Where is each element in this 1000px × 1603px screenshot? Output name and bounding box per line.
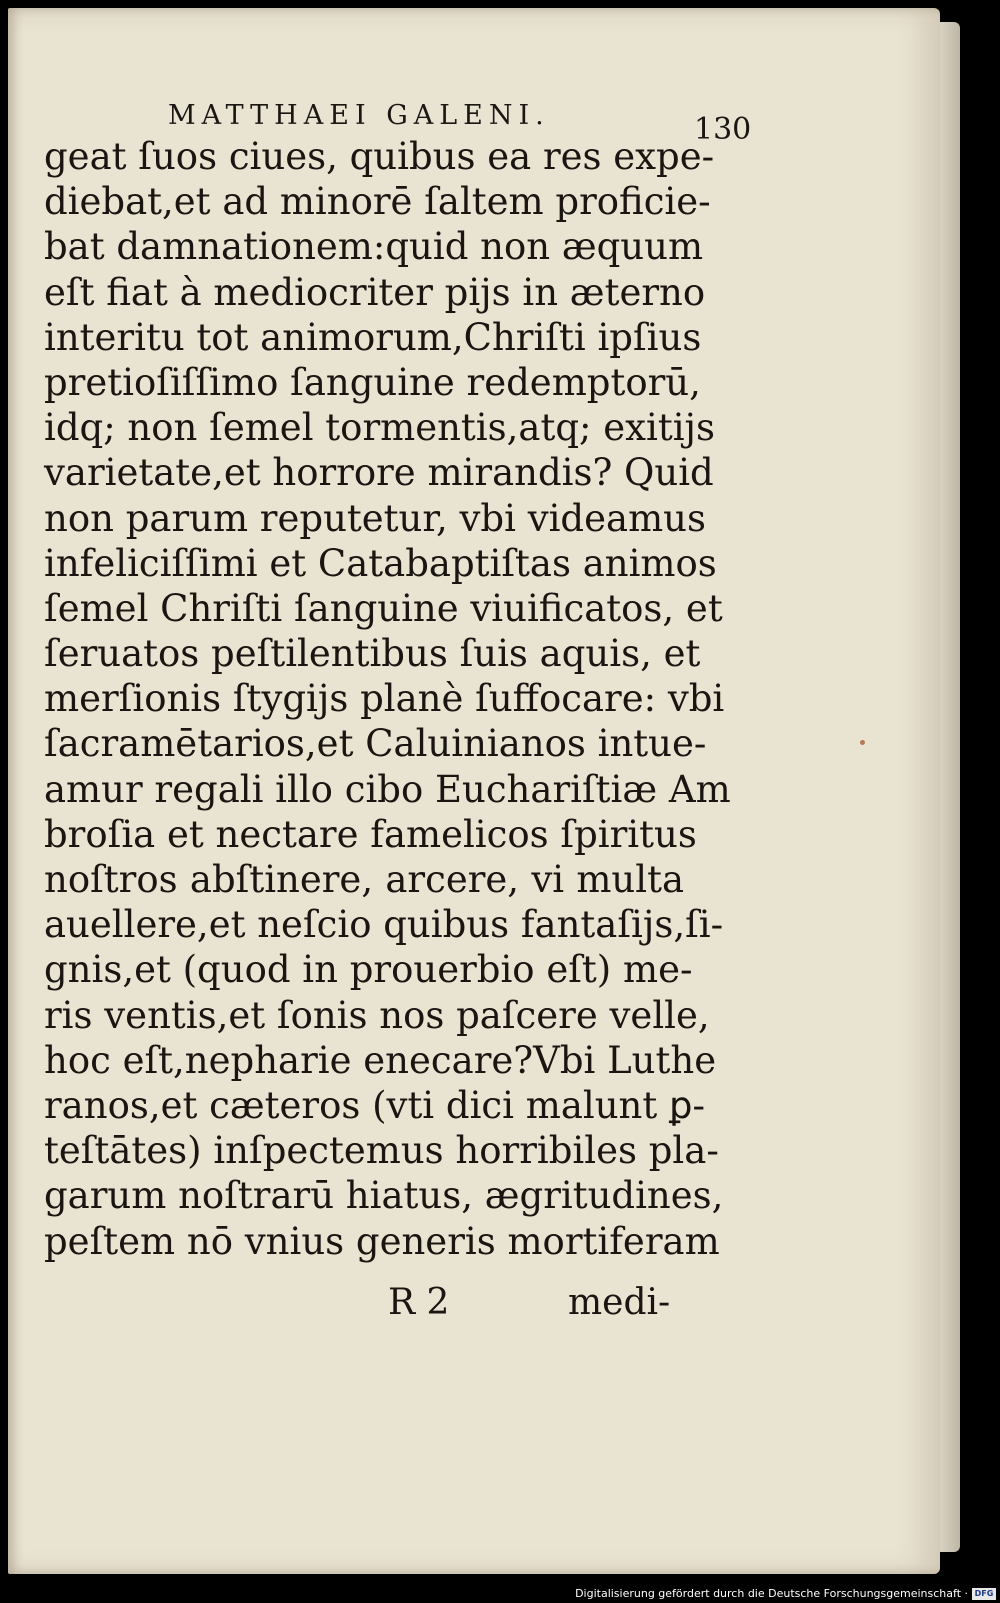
text-line: ſemel Chriſti ſanguine viuificatos, et (44, 586, 723, 630)
text-line: noſtros abſtinere, arcere, vi multa (44, 858, 684, 901)
dfg-logo-icon: DFG (972, 1588, 996, 1600)
text-line: ſacramētarios,et Caluinianos intue- (44, 722, 707, 766)
text-line: broſia et nectare famelicos ſpiritus (44, 812, 697, 856)
signature-mark: R 2 (388, 1282, 450, 1323)
text-line: amur regali illo cibo Euchariſtiæ Am (44, 767, 731, 811)
text-line: hoc eſt,nepharie enecare?Vbi Luthe (44, 1038, 717, 1082)
text-line: ſeruatos peſtilentibus ſuis aquis, et (44, 632, 701, 676)
text-line: varietate,et horrore mirandis? Quid (44, 451, 714, 495)
running-head: MATTHAEI GALENI. (168, 100, 550, 131)
text-line: ranos,et cæteros (vti dici malunt ꝑ- (44, 1083, 705, 1127)
paper-speck (860, 740, 865, 745)
text-line: idq; non ſemel tormentis,atq; exitijs (44, 406, 715, 450)
page-number: 130 (694, 112, 752, 147)
text-line: ris ventis,et ſonis nos paſcere velle, (44, 993, 710, 1037)
text-line: geat ſuos ciues, quibus ea res expe- (44, 135, 715, 178)
body-text (44, 134, 731, 1264)
text-line: bat damnationem:quid non æquum (44, 225, 704, 269)
text-line: pretioſiſſimo ſanguine redemptorū, (44, 360, 701, 404)
book-page (8, 8, 940, 1574)
text-line: infeliciſſimi et Catabaptiſtas animos (44, 541, 717, 585)
catchword: medi- (568, 1282, 671, 1323)
funding-credit: Digitalisierung gefördert durch die Deutsche Forschungsgemeinschaft · (575, 1587, 968, 1600)
credit-bar (0, 1585, 1000, 1603)
text-line: peſtem nō vnius generis mortiferam (44, 1219, 720, 1263)
text-line: teſtātes) inſpectemus horribiles pla- (44, 1129, 719, 1173)
text-line: diebat,et ad minorē ſaltem proficie- (44, 180, 711, 224)
text-line: auellere,et neſcio quibus fantaſijs,ſi- (44, 903, 724, 947)
text-line: interitu tot animorum,Chriſti ipſius (44, 315, 702, 359)
text-line: non parum reputetur, vbi videamus (44, 496, 706, 540)
text-line: garum noſtrarū hiatus, ægritudines, (44, 1174, 724, 1218)
text-line: merſionis ſtygijs planè ſuffocare: vbi (44, 677, 725, 721)
text-line: eſt fiat à mediocriter pijs in æterno (44, 270, 706, 314)
text-line: gnis,et (quod in prouerbio eſt) me- (44, 948, 693, 992)
